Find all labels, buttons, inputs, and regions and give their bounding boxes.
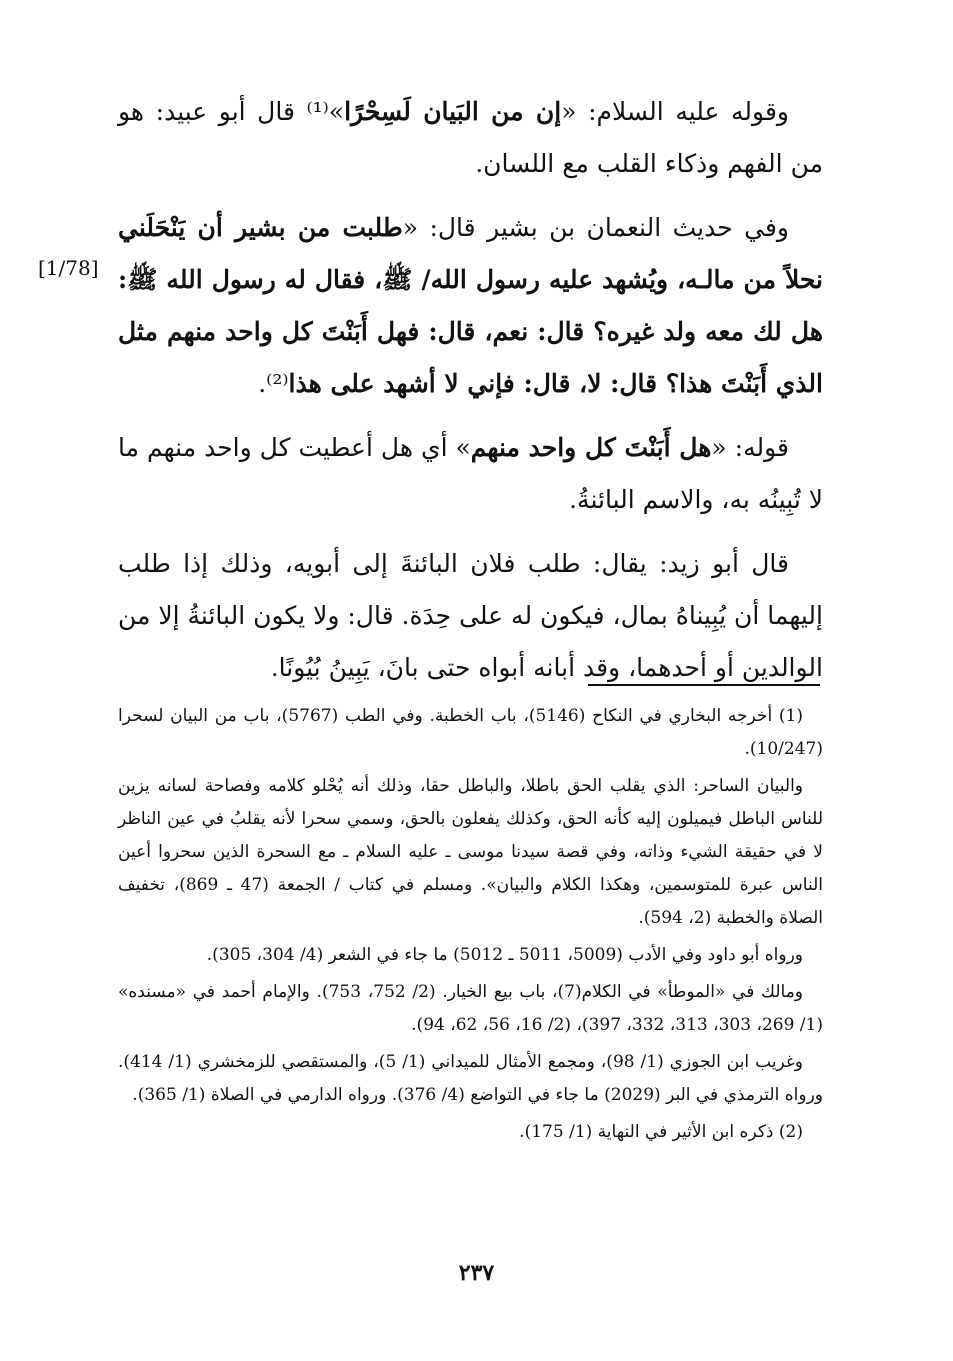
paragraph-3: قوله: «هل أَبَنْتَ كل واحد منهم» أي هل أعطيت كل واحد منهم ما لا تُبِينُه به، والاسم البائنةُ. [118, 433, 823, 514]
footnote: (2) ذكره ابن الأثير في النهاية (1/ 175). [519, 1122, 803, 1142]
footnote: ورواه أبو داود وفي الأدب (5009، 5011 ـ 5012) ما جاء في الشعر (4/ 304، 305). [206, 945, 803, 965]
hadith-quote: إن من البَيان لَسِحْرًا [344, 97, 562, 126]
paragraph-1: وقوله عليه السلام: «إن من البَيان لَسِحْرًا»⁽¹⁾ قال أبو عبيد: هو من الفهم وذكاء القلب مع اللسان. [118, 97, 823, 178]
paragraph-4: قال أبو زيد: يقال: طلب فلان البائنةَ إلى أبويه، وذلك إذا طلب إليهما أن يُبِيناهُ بمال، فيكون له على حِدَة. قال: ولا يكون البائنةُ إلا من الوالدين أو أحدهما، وقد أبانه أبواه حتى بانَ، يَبِينُ بُيُونًا. [118, 549, 823, 682]
footnote-divider [588, 684, 820, 686]
main-text [118, 86, 823, 706]
page-number: ٢٣٧ [458, 1260, 495, 1286]
footnote: والبيان الساحر: الذي يقلب الحق باطلا، والباطل حقا، وذلك أنه يُحْلو كلامه وفصاحة لسانه يزين للناس الباطل فيميلون إليه كأنه الحق، وكذلك يفعلون بالحق، وسمي سحرا لأنه يقلبُ في عين الناظر لا في حقيقة الشيء وذاته، وفي قصة سيدنا موسى ـ عليه السلام ـ مع السحرة الذين سحروا أعين الناس عبرة للمتوسمين، وهكذا الكلام والبيان». ومسلم في كتاب / الجمعة (47 ـ 869)، تخفيف الصلاة والخطبة (2، 594). [118, 776, 823, 928]
footnote: ومالك في «الموطأ» في الكلام(7)، باب بيع الخيار. (2/ 752، 753). والإمام أحمد في «مسنده» (1/ 269، 303، 313، 332، 397)، (2/ 16، 56، 62، 94). [118, 982, 823, 1035]
hadith-quote: طلبت من بشير أن يَنْحَلَني نحلاً من مالـه، ويُشهد عليه رسول الله/ ﷺ، فقال له رسول الله ﷺ: هل لك معه ولد غيره؟ قال: نعم، قال: فهل أَبَنْتَ كل واحد منهم مثل الذي أَبَنْتَ هذا؟ قال: لا، قال: فإني لا أشهد على هذا [118, 213, 823, 398]
paragraph-2: وفي حديث النعمان بن بشير قال: «طلبت من بشير أن يَنْحَلَني نحلاً من مالـه، ويُشهد عليه رسول الله/ ﷺ، فقال له رسول الله ﷺ: هل لك معه ولد غيره؟ قال: نعم، قال: فهل أَبَنْتَ كل واحد منهم مثل الذي أَبَنْتَ هذا؟ قال: لا، قال: فإني لا أشهد على هذا⁽²⁾. [118, 213, 823, 398]
footnote: (1) أخرجه البخاري في النكاح (5146)، باب الخطبة. وفي الطب (5767)، باب من البيان لسحرا (10/247). [118, 706, 823, 759]
margin-page-reference: [1/78] [38, 256, 99, 280]
hadith-quote: هل أَبَنْتَ كل واحد منهم [470, 433, 712, 462]
footnote: وغريب ابن الجوزي (1/ 98)، ومجمع الأمثال للميداني (1/ 5)، والمستقصي للزمخشري (1/ 414). ورواه الترمذي في البر (2029) ما جاء في التواضع (4/ 376). ورواه الدارمي في الصلاة (1/ 365). [118, 1052, 823, 1105]
footnotes [118, 700, 823, 1153]
